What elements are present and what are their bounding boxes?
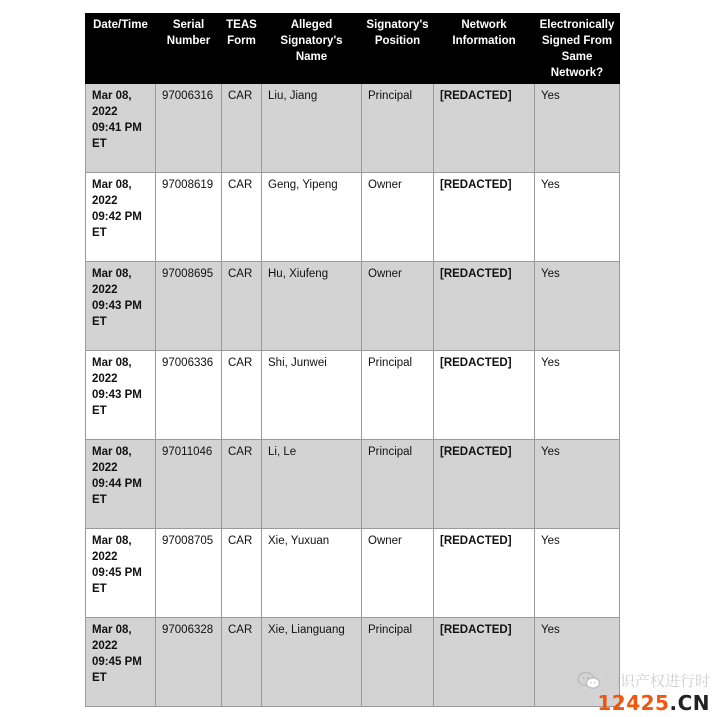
cell-name: Xie, Lianguang (262, 618, 362, 707)
cell-position: Principal (362, 351, 434, 440)
cell-name: Geng, Yipeng (262, 173, 362, 262)
cell-position: Owner (362, 173, 434, 262)
cell-form: CAR (222, 84, 262, 173)
table-row (86, 84, 620, 173)
cell-datetime: Mar 08, 2022 09:45 PM ET (86, 529, 156, 618)
cell-form: CAR (222, 440, 262, 529)
cell-same-network: Yes (535, 173, 620, 262)
cell-name: Xie, Yuxuan (262, 529, 362, 618)
header-teas-form: TEAS Form (222, 14, 262, 84)
cell-same-network: Yes (535, 262, 620, 351)
watermark-site (597, 691, 710, 715)
cell-form: CAR (222, 173, 262, 262)
watermark (577, 670, 710, 691)
watermark-suffix: .CN (669, 691, 710, 715)
cell-network: [REDACTED] (434, 529, 535, 618)
cell-position: Owner (362, 262, 434, 351)
cell-datetime: Mar 08, 2022 09:44 PM ET (86, 440, 156, 529)
cell-serial: 97011046 (156, 440, 222, 529)
table-row (86, 173, 620, 262)
watermark-number: 12425 (597, 691, 670, 715)
cell-form: CAR (222, 618, 262, 707)
cell-serial: 97008695 (156, 262, 222, 351)
cell-serial: 97006336 (156, 351, 222, 440)
table-row (86, 351, 620, 440)
header-network-information: Network Information (434, 14, 535, 84)
cell-network: [REDACTED] (434, 440, 535, 529)
cell-datetime: Mar 08, 2022 09:45 PM ET (86, 618, 156, 707)
cell-form: CAR (222, 529, 262, 618)
cell-network: [REDACTED] (434, 351, 535, 440)
header-same-network: Electronically Signed From Same Network? (535, 14, 620, 84)
cell-name: Li, Le (262, 440, 362, 529)
cell-position: Owner (362, 529, 434, 618)
cell-position: Principal (362, 440, 434, 529)
cell-serial: 97008619 (156, 173, 222, 262)
cell-name: Liu, Jiang (262, 84, 362, 173)
cell-serial: 97006316 (156, 84, 222, 173)
wechat-icon (577, 671, 601, 691)
cell-network: [REDACTED] (434, 262, 535, 351)
table-row (86, 529, 620, 618)
table-row (86, 440, 620, 529)
header-datetime: Date/Time (86, 14, 156, 84)
cell-same-network: Yes (535, 351, 620, 440)
cell-datetime: Mar 08, 2022 09:42 PM ET (86, 173, 156, 262)
watermark-text: 知识产权进行时 (604, 672, 710, 690)
cell-serial: 97006328 (156, 618, 222, 707)
signatory-table (85, 13, 620, 707)
cell-same-network: Yes (535, 84, 620, 173)
cell-form: CAR (222, 262, 262, 351)
cell-network: [REDACTED] (434, 618, 535, 707)
cell-name: Shi, Junwei (262, 351, 362, 440)
cell-same-network: Yes (535, 440, 620, 529)
table-row (86, 262, 620, 351)
table-header-row (86, 14, 620, 84)
cell-network: [REDACTED] (434, 173, 535, 262)
cell-network: [REDACTED] (434, 84, 535, 173)
header-serial-number: Serial Number (156, 14, 222, 84)
cell-form: CAR (222, 351, 262, 440)
table-row (86, 618, 620, 707)
header-signatory-name: Alleged Signatory's Name (262, 14, 362, 84)
cell-serial: 97008705 (156, 529, 222, 618)
cell-name: Hu, Xiufeng (262, 262, 362, 351)
cell-datetime: Mar 08, 2022 09:41 PM ET (86, 84, 156, 173)
cell-same-network: Yes (535, 618, 620, 707)
cell-datetime: Mar 08, 2022 09:43 PM ET (86, 351, 156, 440)
header-signatory-position: Signatory's Position (362, 14, 434, 84)
cell-same-network: Yes (535, 529, 620, 618)
cell-position: Principal (362, 84, 434, 173)
cell-position: Principal (362, 618, 434, 707)
cell-datetime: Mar 08, 2022 09:43 PM ET (86, 262, 156, 351)
